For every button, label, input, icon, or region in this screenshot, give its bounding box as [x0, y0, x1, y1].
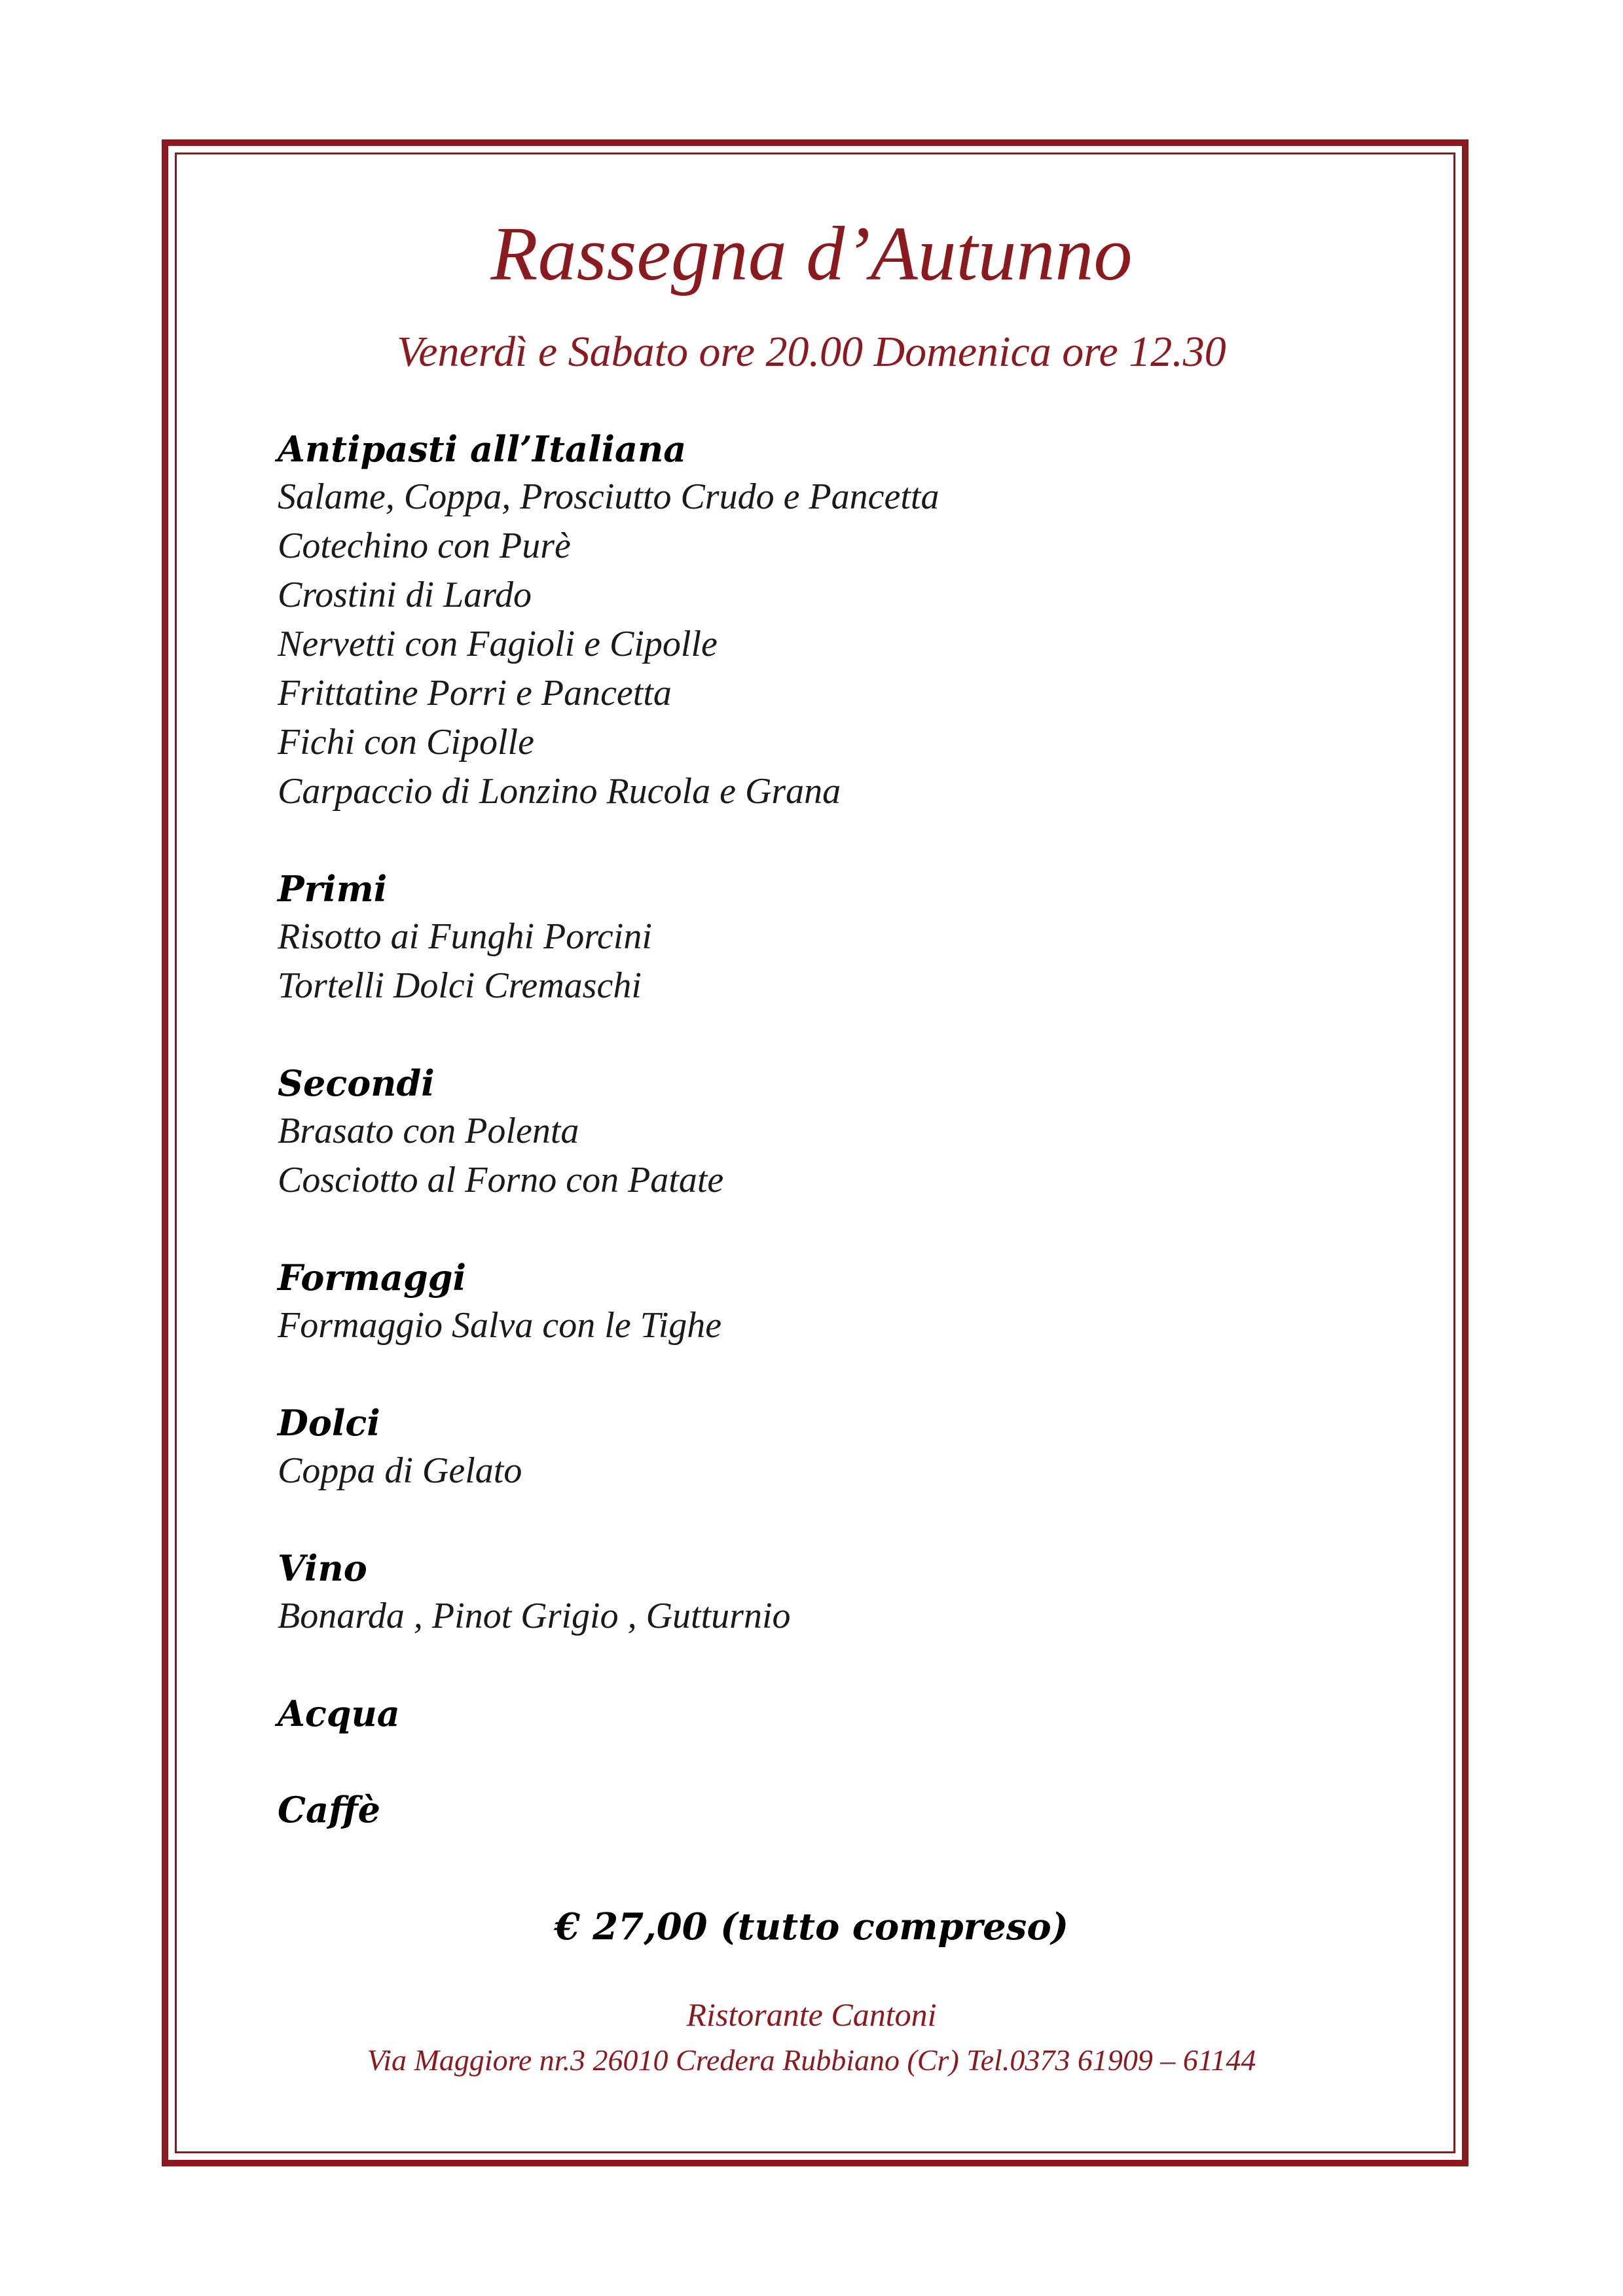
section-heading: Formaggi [278, 1257, 467, 1299]
menu-section-secondi [278, 1060, 1391, 1205]
schedule-subtitle: Venerdì e Sabato ore 20.00 Domenica ore 12.30 [397, 328, 1226, 376]
menu-section-formaggi [278, 1254, 1391, 1350]
menu-item: Crostini di Lardo [278, 575, 532, 615]
menu-section-acqua [278, 1690, 1391, 1737]
section-heading: Primi [278, 868, 388, 910]
menu-item: Brasato con Polenta [278, 1111, 579, 1151]
menu-item: Frittatine Porri e Pancetta [278, 673, 672, 713]
menu-item: Salame, Coppa, Prosciutto Crudo e Pancetta [278, 476, 939, 517]
menu-item: Cosciotto al Forno con Patate [278, 1160, 724, 1200]
section-heading: Antipasti all’Italiana [278, 428, 687, 470]
page-title: Rassegna d’Autunno [490, 211, 1133, 296]
menu-item: Cotechino con Purè [278, 526, 571, 566]
restaurant-address: Via Maggiore nr.3 26010 Credera Rubbiano (Cr) Tel.0373 61909 – 61144 [367, 2043, 1256, 2077]
menu-section-dolci [278, 1399, 1391, 1496]
menu-item: Formaggio Salva con le Tighe [278, 1305, 722, 1346]
menu-item: Nervetti con Fagioli e Cipolle [278, 624, 718, 664]
menu-list [278, 425, 1391, 1833]
section-heading: Acqua [278, 1693, 400, 1734]
section-heading: Secondi [278, 1062, 435, 1104]
menu-section-vino [278, 1545, 1391, 1641]
menu-section-primi [278, 865, 1391, 1011]
menu-item: Coppa di Gelato [278, 1450, 522, 1491]
menu-price: € 27,00 (tutto compreso) [554, 1905, 1069, 1948]
menu-item: Carpaccio di Lonzino Rucola e Grana [278, 771, 841, 812]
menu-item: Bonarda , Pinot Grigio , Gutturnio [278, 1596, 791, 1636]
section-heading: Vino [278, 1547, 367, 1589]
menu-section-caffe [278, 1786, 1391, 1833]
section-heading: Dolci [278, 1402, 380, 1444]
menu-section-antipasti [278, 425, 1391, 816]
section-heading: Caffè [278, 1789, 380, 1831]
restaurant-name: Ristorante Cantoni [686, 1996, 937, 2033]
menu-item: Tortelli Dolci Cremaschi [278, 965, 642, 1006]
menu-item: Risotto ai Funghi Porcini [278, 916, 652, 957]
menu-item: Fichi con Cipolle [278, 722, 534, 762]
